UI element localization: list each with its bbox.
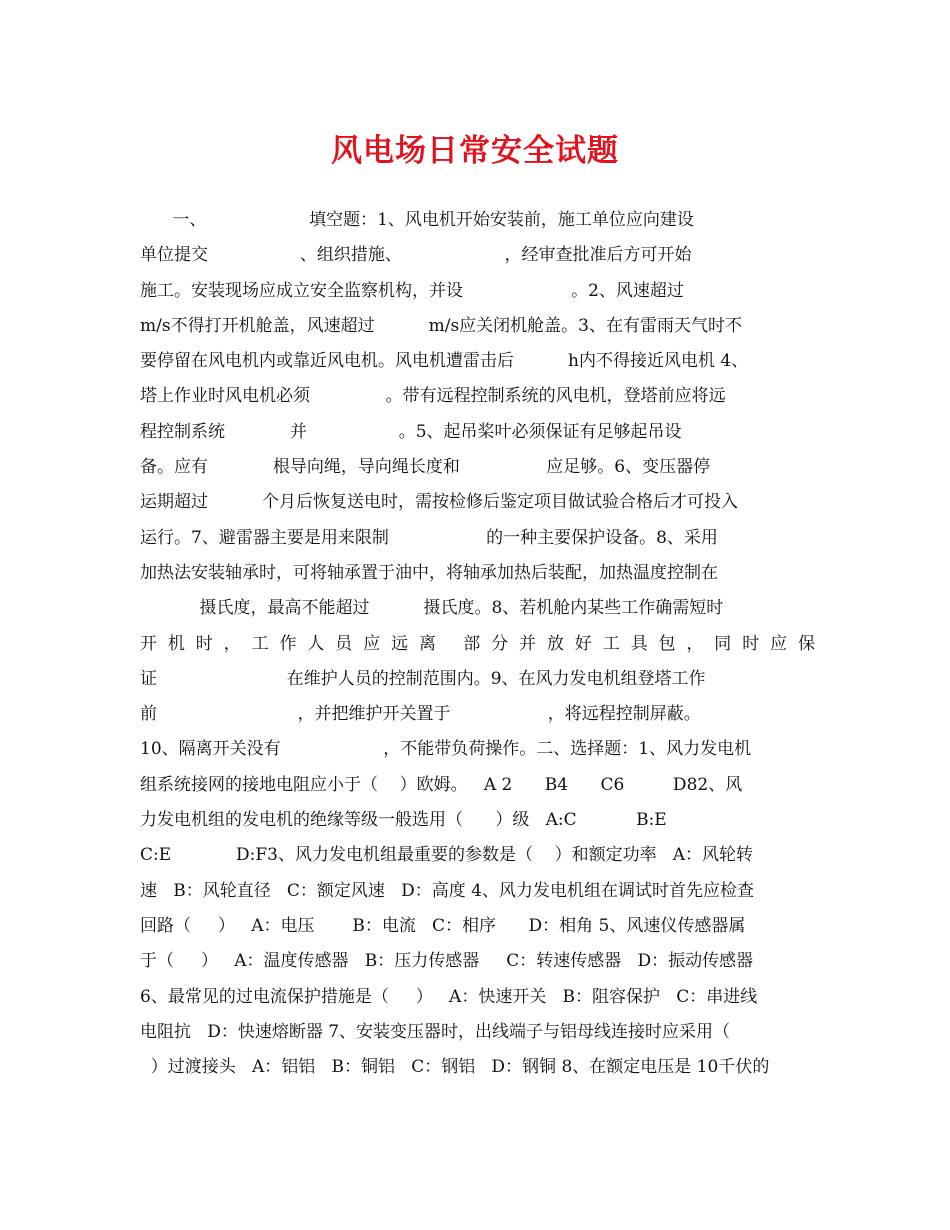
text-line-13: 开机时，工作人员应远离 部分并放好工具包，同时应保 <box>140 633 815 654</box>
text-line-14: 证 在维护人员的控制范围内。9、在风力发电机组登塔工作 <box>140 668 706 689</box>
text-line-5: 要停留在风电机内或靠近风电机。风电机遭雷击后 h内不得接近风电机 4、 <box>140 351 749 372</box>
text-line-16: 10、隔离开关没有 ，不能带负荷操作。二、选择题：1、风力发电机 <box>140 739 752 760</box>
text-line-25: ）过渡接头 A：铝铝 B：铜铝 C：钢铝 D：钢铜 8、在额定电压是 10千伏的 <box>140 1057 770 1078</box>
text-line-21: 回路（ ） A：电压 B：电流 C：相序 D：相角 5、风速仪传感器属 <box>140 915 746 936</box>
text-line-20: 速 B：风轮直径 C：额定风速 D：高度 4、风力发电机组在调试时首先应检查 <box>140 880 754 901</box>
text-line-7: 程控制系统 并 。5、起吊桨叶必须保证有足够起吊设 <box>140 421 682 442</box>
text-line-22: 于（ ） A：温度传感器 B：压力传感器 C：转速传感器 D：振动传感器 <box>140 951 754 972</box>
text-line-9: 运期超过 个月后恢复送电时，需按检修后鉴定项目做试验合格后才可投入 <box>140 492 739 513</box>
text-line-1: 一、 填空题：1、风电机开始安装前，施工单位应向建设 <box>140 210 694 230</box>
text-line-4: m/s不得打开机舱盖，风速超过 m/s应关闭机舱盖。3、在有雷雨天气时不 <box>140 315 742 336</box>
text-line-17: 组系统接网的接地电阻应小于（ ）欧姆。 A 2 B4 C6 D82、风 <box>140 774 743 795</box>
text-line-19: C:E D:F3、风力发电机组最重要的参数是（ ）和额定功率 A：风轮转 <box>140 845 754 866</box>
text-line-12: 摄氏度，最高不能超过 摄氏度。8、若机舱内某些工作确需短时 <box>140 598 724 619</box>
text-line-11: 加热法安装轴承时，可将轴承置于油中，将轴承加热后装配，加热温度控制在 <box>140 562 718 583</box>
document-body <box>140 203 815 1085</box>
text-line-6: 塔上作业时风电机必须 。带有远程控制系统的风电机，登塔前应将远 <box>140 386 726 407</box>
text-line-15: 前 ，并把维护开关置于 ，将远程控制屏蔽。 <box>140 704 701 725</box>
text-line-2: 单位提交 、组织措施、 ，经审查批准后方可开始 <box>140 245 692 266</box>
text-line-23: 6、最常见的过电流保护措施是（ ） A：快速开关 B：阻容保护 C：串进线 <box>140 986 758 1007</box>
page-title: 风电场日常安全试题 <box>331 133 619 169</box>
text-line-3: 施工。安装现场应成立安全监察机构，并设 。2、风速超过 <box>140 280 684 301</box>
text-line-18: 力发电机组的发电机的绝缘等级一般选用（ ）级 A:C B:E <box>140 810 667 831</box>
text-line-8: 备。应有 根导向绳，导向绳长度和 应足够。6、变压器停 <box>140 457 711 478</box>
text-line-10: 运行。7、避雷器主要是用来限制 的一种主要保护设备。8、采用 <box>140 527 718 548</box>
text-line-24: 电阻抗 D：快速熔断器 7、安装变压器时，出线端子与铝母线连接时应采用（ <box>140 1021 731 1042</box>
